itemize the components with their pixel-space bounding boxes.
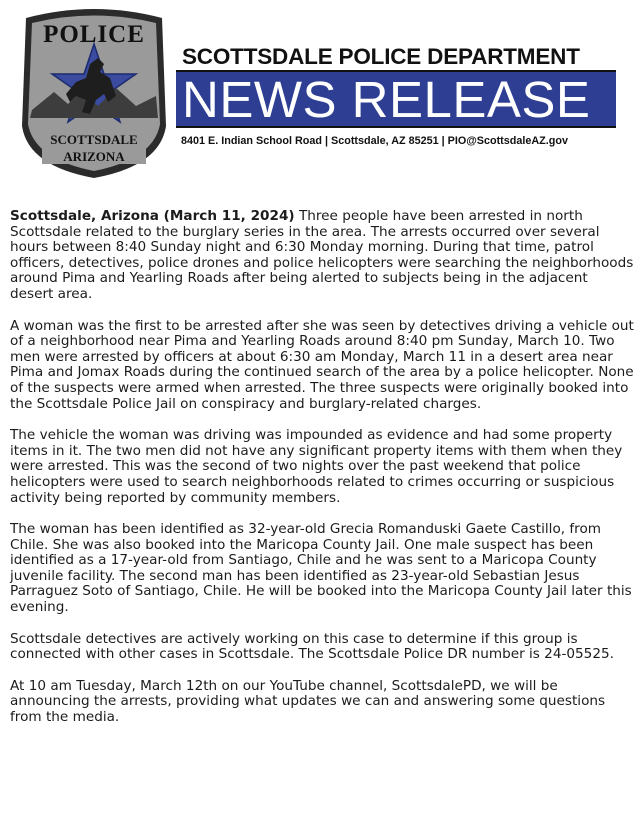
article-paragraph-4: The woman has been identified as 32-year-old Grecia Romanduski Gaete Castillo, from Chile. She was also booked into the Maricopa County Jail. One male suspect has been identified as a 17-year-old from Santiago, Chile and he was sent to a Maricopa County juvenile facility. The second man has been identified as 23-year-old Sebastian Jesus Parraguez Soto of Santiago, Chile. He will be booked into the Maricopa County Jail later this evening. — [10, 521, 632, 616]
article-body — [10, 209, 634, 742]
badge-state-text: ARIZONA — [63, 149, 125, 164]
police-badge-logo — [20, 6, 168, 180]
department-title: SCOTTSDALE POLICE DEPARTMENT — [182, 44, 580, 69]
article-paragraph-5: Scottsdale detectives are actively working on this case to determine if this group is connected with other cases in Scottsdale. The Scottsdale Police DR number is 24-05525. — [10, 630, 614, 663]
paragraph-1-text: Three people have been arrested in north Scottsdale related to the burglary series in the area. The arrests occurred over several hours between 8:40 Sunday night and 6:30 Monday morning. During that time, patrol officers, detectives, police drones and police helicopters were searching the neighborhoods around Pima and Yearling Roads after being alerted to subjects being in the adjacent desert area. — [10, 208, 634, 302]
article-paragraph-3: The vehicle the woman was driving was impounded as evidence and had some property items in it. The two men did not have any significant property items with them when they were arrested. This was the second of two nights over the past weekend that police helicopters were used to search neighborhoods related to crimes occurring or suspicious activity being reported by community members. — [10, 427, 623, 506]
contact-address-line: 8401 E. Indian School Road | Scottsdale, AZ 85251 | PIO@ScottsdaleAZ.gov — [181, 135, 568, 147]
news-release-label: NEWS RELEASE — [182, 71, 591, 128]
news-release-header — [0, 0, 634, 185]
article-paragraph-2: A woman was the first to be arrested after she was seen by detectives driving a vehicle out of a neighborhood near Pima and Yearling Roads around 8:40 pm Sunday, March 10. Two men were arrested by officers at about 6:30 am Monday, March 11 in a desert area near Pima and Jomax Roads during the continued search of the area by a police helicopter. None of the suspects were armed when arrested. The three suspects were originally booked into the Scottsdale Police Jail on conspiracy and burglary-related charges. — [10, 317, 634, 412]
dateline: Scottsdale, Arizona (March 11, 2024) — [10, 208, 295, 224]
article-paragraph-6: At 10 am Tuesday, March 12th on our YouTube channel, ScottsdalePD, we will be announcing the arrests, providing what updates we can and answering some questions from the media. — [10, 677, 606, 726]
news-release-banner — [176, 70, 616, 128]
badge-top-text: POLICE — [43, 21, 145, 48]
badge-city-text: SCOTTSDALE — [50, 132, 138, 147]
article-paragraph-1 — [10, 209, 634, 303]
